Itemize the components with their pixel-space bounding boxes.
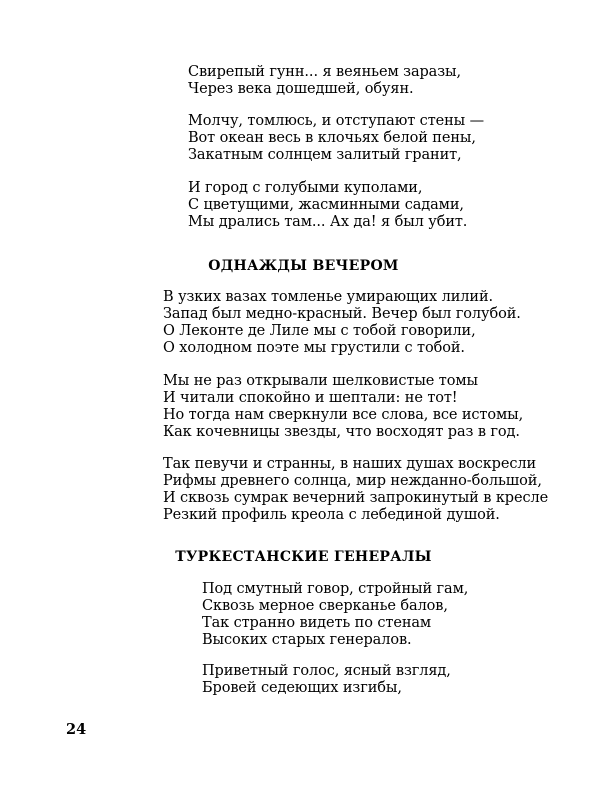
- stanza: [188, 180, 467, 231]
- stanza: [163, 456, 548, 524]
- verse-line: С цветущими, жасминными садами,: [188, 197, 464, 213]
- stanza: [163, 373, 523, 441]
- verse-line: Рифмы древнего солнца, мир нежданно-большой,: [163, 473, 542, 489]
- verse-line: О Леконте де Лиле мы с тобой говорили,: [163, 323, 476, 339]
- verse-line: Мы не раз открывали шелковистые томы: [163, 373, 478, 389]
- stanza: [188, 64, 461, 98]
- verse-line: Через века дошедшей, обуян.: [188, 81, 414, 97]
- verse-line: Под смутный говор, стройный гам,: [202, 581, 469, 597]
- verse-line: В узких вазах томленье умирающих лилий.: [163, 289, 494, 305]
- verse-line: Так странно видеть по стенам: [202, 615, 432, 631]
- verse-line: И сквозь сумрак вечерний запрокинутый в кресле: [163, 490, 549, 506]
- verse-line: Резкий профиль креола с лебединой душой.: [163, 507, 500, 523]
- poem-title: ТУРКЕСТАНСКИЕ ГЕНЕРАЛЫ: [175, 549, 432, 565]
- verse-line: Сквозь мерное сверканье балов,: [202, 598, 448, 614]
- verse-line: Свирепый гунн... я веяньем заразы,: [188, 64, 461, 80]
- verse-line: Закатным солнцем залитый гранит,: [188, 147, 462, 163]
- stanza: [188, 113, 484, 164]
- verse-line: Вот океан весь в клочьях белой пены,: [188, 130, 476, 146]
- verse-line: Молчу, томлюсь, и отступают стены —: [188, 113, 485, 129]
- verse-line: Мы дрались там... Ах да! я был убит.: [188, 214, 468, 230]
- verse-line: И город с голубыми куполами,: [188, 180, 423, 196]
- verse-line: О холодном поэте мы грустили с тобой.: [163, 340, 465, 356]
- page-number: 24: [66, 721, 87, 738]
- stanza: [202, 663, 451, 697]
- verse-line: Запад был медно-красный. Вечер был голубой.: [163, 306, 521, 322]
- stanza: [163, 289, 521, 357]
- verse-line: Приветный голос, ясный взгляд,: [202, 663, 451, 679]
- verse-line: Как кочевницы звезды, что восходят раз в год.: [163, 424, 520, 440]
- verse-line: И читали спокойно и шептали: не тот!: [163, 390, 458, 406]
- verse-line: Но тогда нам сверкнули все слова, все истомы,: [163, 407, 524, 423]
- verse-line: Бровей седеющих изгибы,: [202, 680, 402, 696]
- verse-line: Так певучи и странны, в наших душах воскресли: [163, 456, 537, 472]
- stanza: [202, 581, 468, 649]
- poem-title: ОДНАЖДЫ ВЕЧЕРОМ: [208, 258, 399, 274]
- verse-line: Высоких старых генералов.: [202, 632, 412, 648]
